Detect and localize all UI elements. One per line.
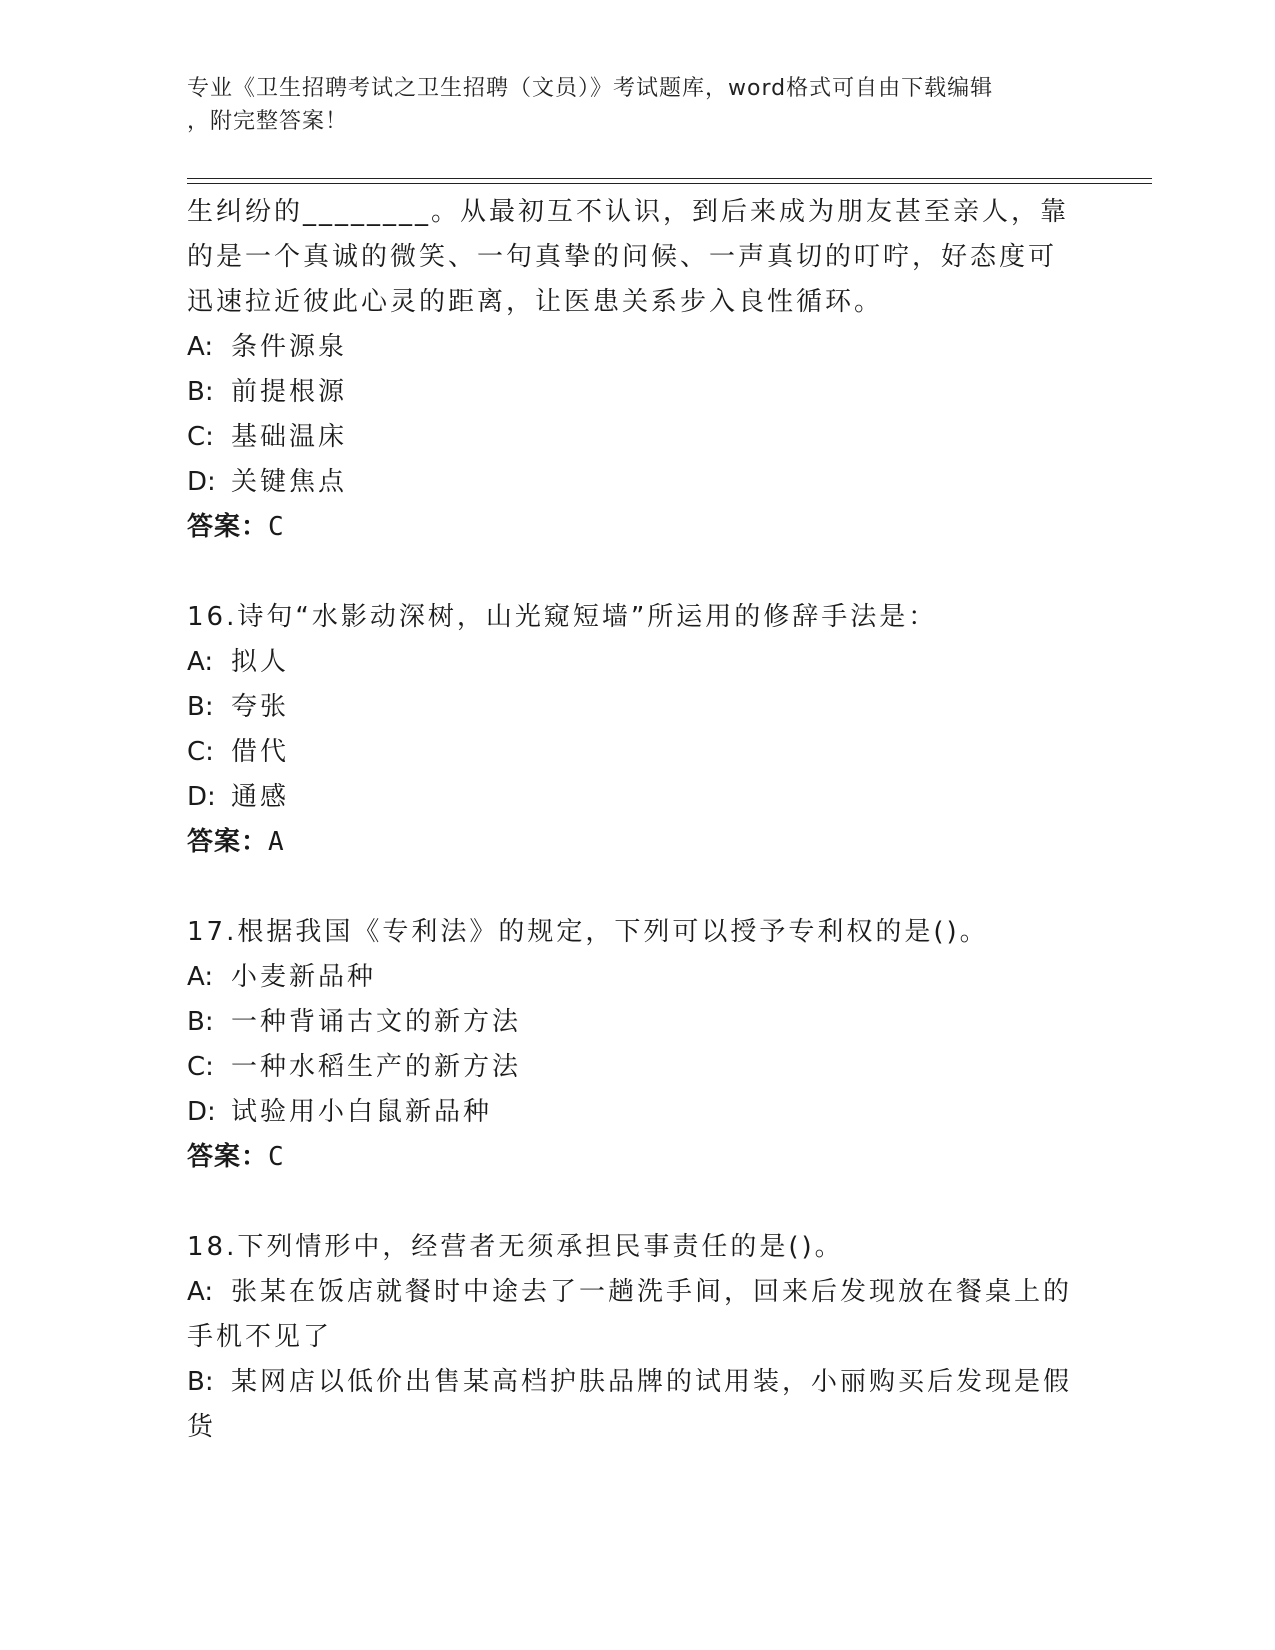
option-c	[187, 1045, 1087, 1090]
document-body	[187, 190, 1087, 1450]
option-key: B:	[187, 1007, 214, 1037]
option-key: B:	[187, 377, 214, 407]
answer	[187, 505, 1087, 550]
option-text-line-1: 张某在饭店就餐时中途去了一趟洗手间，回来后发现放在餐桌上的	[231, 1277, 1073, 1307]
answer-label: 答案：	[187, 1142, 269, 1172]
option-text: 夸张	[231, 692, 290, 722]
answer-label: 答案：	[187, 827, 269, 857]
header-divider-top	[187, 178, 1152, 179]
option-key: B:	[187, 1367, 214, 1397]
option-text: 关键焦点	[231, 467, 348, 497]
option-text: 小麦新品种	[231, 962, 377, 992]
answer	[187, 820, 1087, 865]
header-divider-bottom	[187, 183, 1152, 184]
answer-value: C	[268, 1142, 285, 1172]
answer	[187, 1135, 1087, 1180]
option-text: 一种水稻生产的新方法	[231, 1052, 522, 1082]
option-text-line-1: 某网店以低价出售某高档护肤品牌的试用装，小丽购买后发现是假	[231, 1367, 1073, 1397]
stem-line: 迅速拉近彼此心灵的距离，让医患关系步入良性循环。	[187, 287, 884, 317]
option-text: 条件源泉	[231, 332, 348, 362]
option-a	[187, 325, 1087, 370]
option-key: D:	[187, 1097, 216, 1127]
option-c	[187, 730, 1087, 775]
option-c	[187, 415, 1087, 460]
question-17	[187, 910, 1087, 1180]
option-text: 前提根源	[231, 377, 348, 407]
option-a	[187, 1270, 1087, 1360]
option-text: 拟人	[231, 647, 290, 677]
answer-label: 答案：	[187, 512, 269, 542]
option-a	[187, 955, 1087, 1000]
option-a	[187, 640, 1087, 685]
option-key: A:	[187, 1277, 214, 1307]
option-text-line-2: 货	[187, 1412, 217, 1442]
option-d	[187, 460, 1087, 505]
option-key: A:	[187, 647, 214, 677]
option-key: B:	[187, 692, 214, 722]
option-text: 通感	[231, 782, 290, 812]
option-text: 试验用小白鼠新品种	[231, 1097, 493, 1127]
header-line-1: 专业《卫生招聘考试之卫生招聘（文员）》考试题库，word格式可自由下载编辑	[187, 76, 994, 101]
option-b	[187, 370, 1087, 415]
option-text: 借代	[231, 737, 290, 767]
question-stem: 18.下列情形中，经营者无须承担民事责任的是()。	[187, 1232, 844, 1262]
option-text: 基础温床	[231, 422, 348, 452]
option-b	[187, 1000, 1087, 1045]
question-stem: 16.诗句“水影动深树，山光窥短墙”所运用的修辞手法是：	[187, 602, 938, 632]
option-key: C:	[187, 737, 214, 767]
option-text: 一种背诵古文的新方法	[231, 1007, 522, 1037]
stem-line: 的是一个真诚的微笑、一句真挚的问候、一声真切的叮咛，好态度可	[187, 242, 1058, 272]
option-key: D:	[187, 782, 216, 812]
answer-value: C	[268, 512, 285, 542]
answer-value: A	[268, 827, 285, 857]
stem-line: 生纠纷的________。从最初互不认识，到后来成为朋友甚至亲人，靠	[187, 197, 1070, 227]
option-key: A:	[187, 332, 214, 362]
option-d	[187, 1090, 1087, 1135]
option-b	[187, 1360, 1087, 1450]
option-text-line-2: 手机不见了	[187, 1322, 333, 1352]
header-line-2: ，附完整答案！	[187, 109, 349, 134]
option-b	[187, 685, 1087, 730]
question-18	[187, 1225, 1087, 1450]
question-stem: 17.根据我国《专利法》的规定，下列可以授予专利权的是()。	[187, 917, 989, 947]
option-key: D:	[187, 467, 216, 497]
option-key: C:	[187, 1052, 214, 1082]
option-key: C:	[187, 422, 214, 452]
question-16	[187, 595, 1087, 865]
option-d	[187, 775, 1087, 820]
question-15-continuation	[187, 190, 1087, 550]
option-key: A:	[187, 962, 214, 992]
page-header	[187, 72, 1087, 138]
